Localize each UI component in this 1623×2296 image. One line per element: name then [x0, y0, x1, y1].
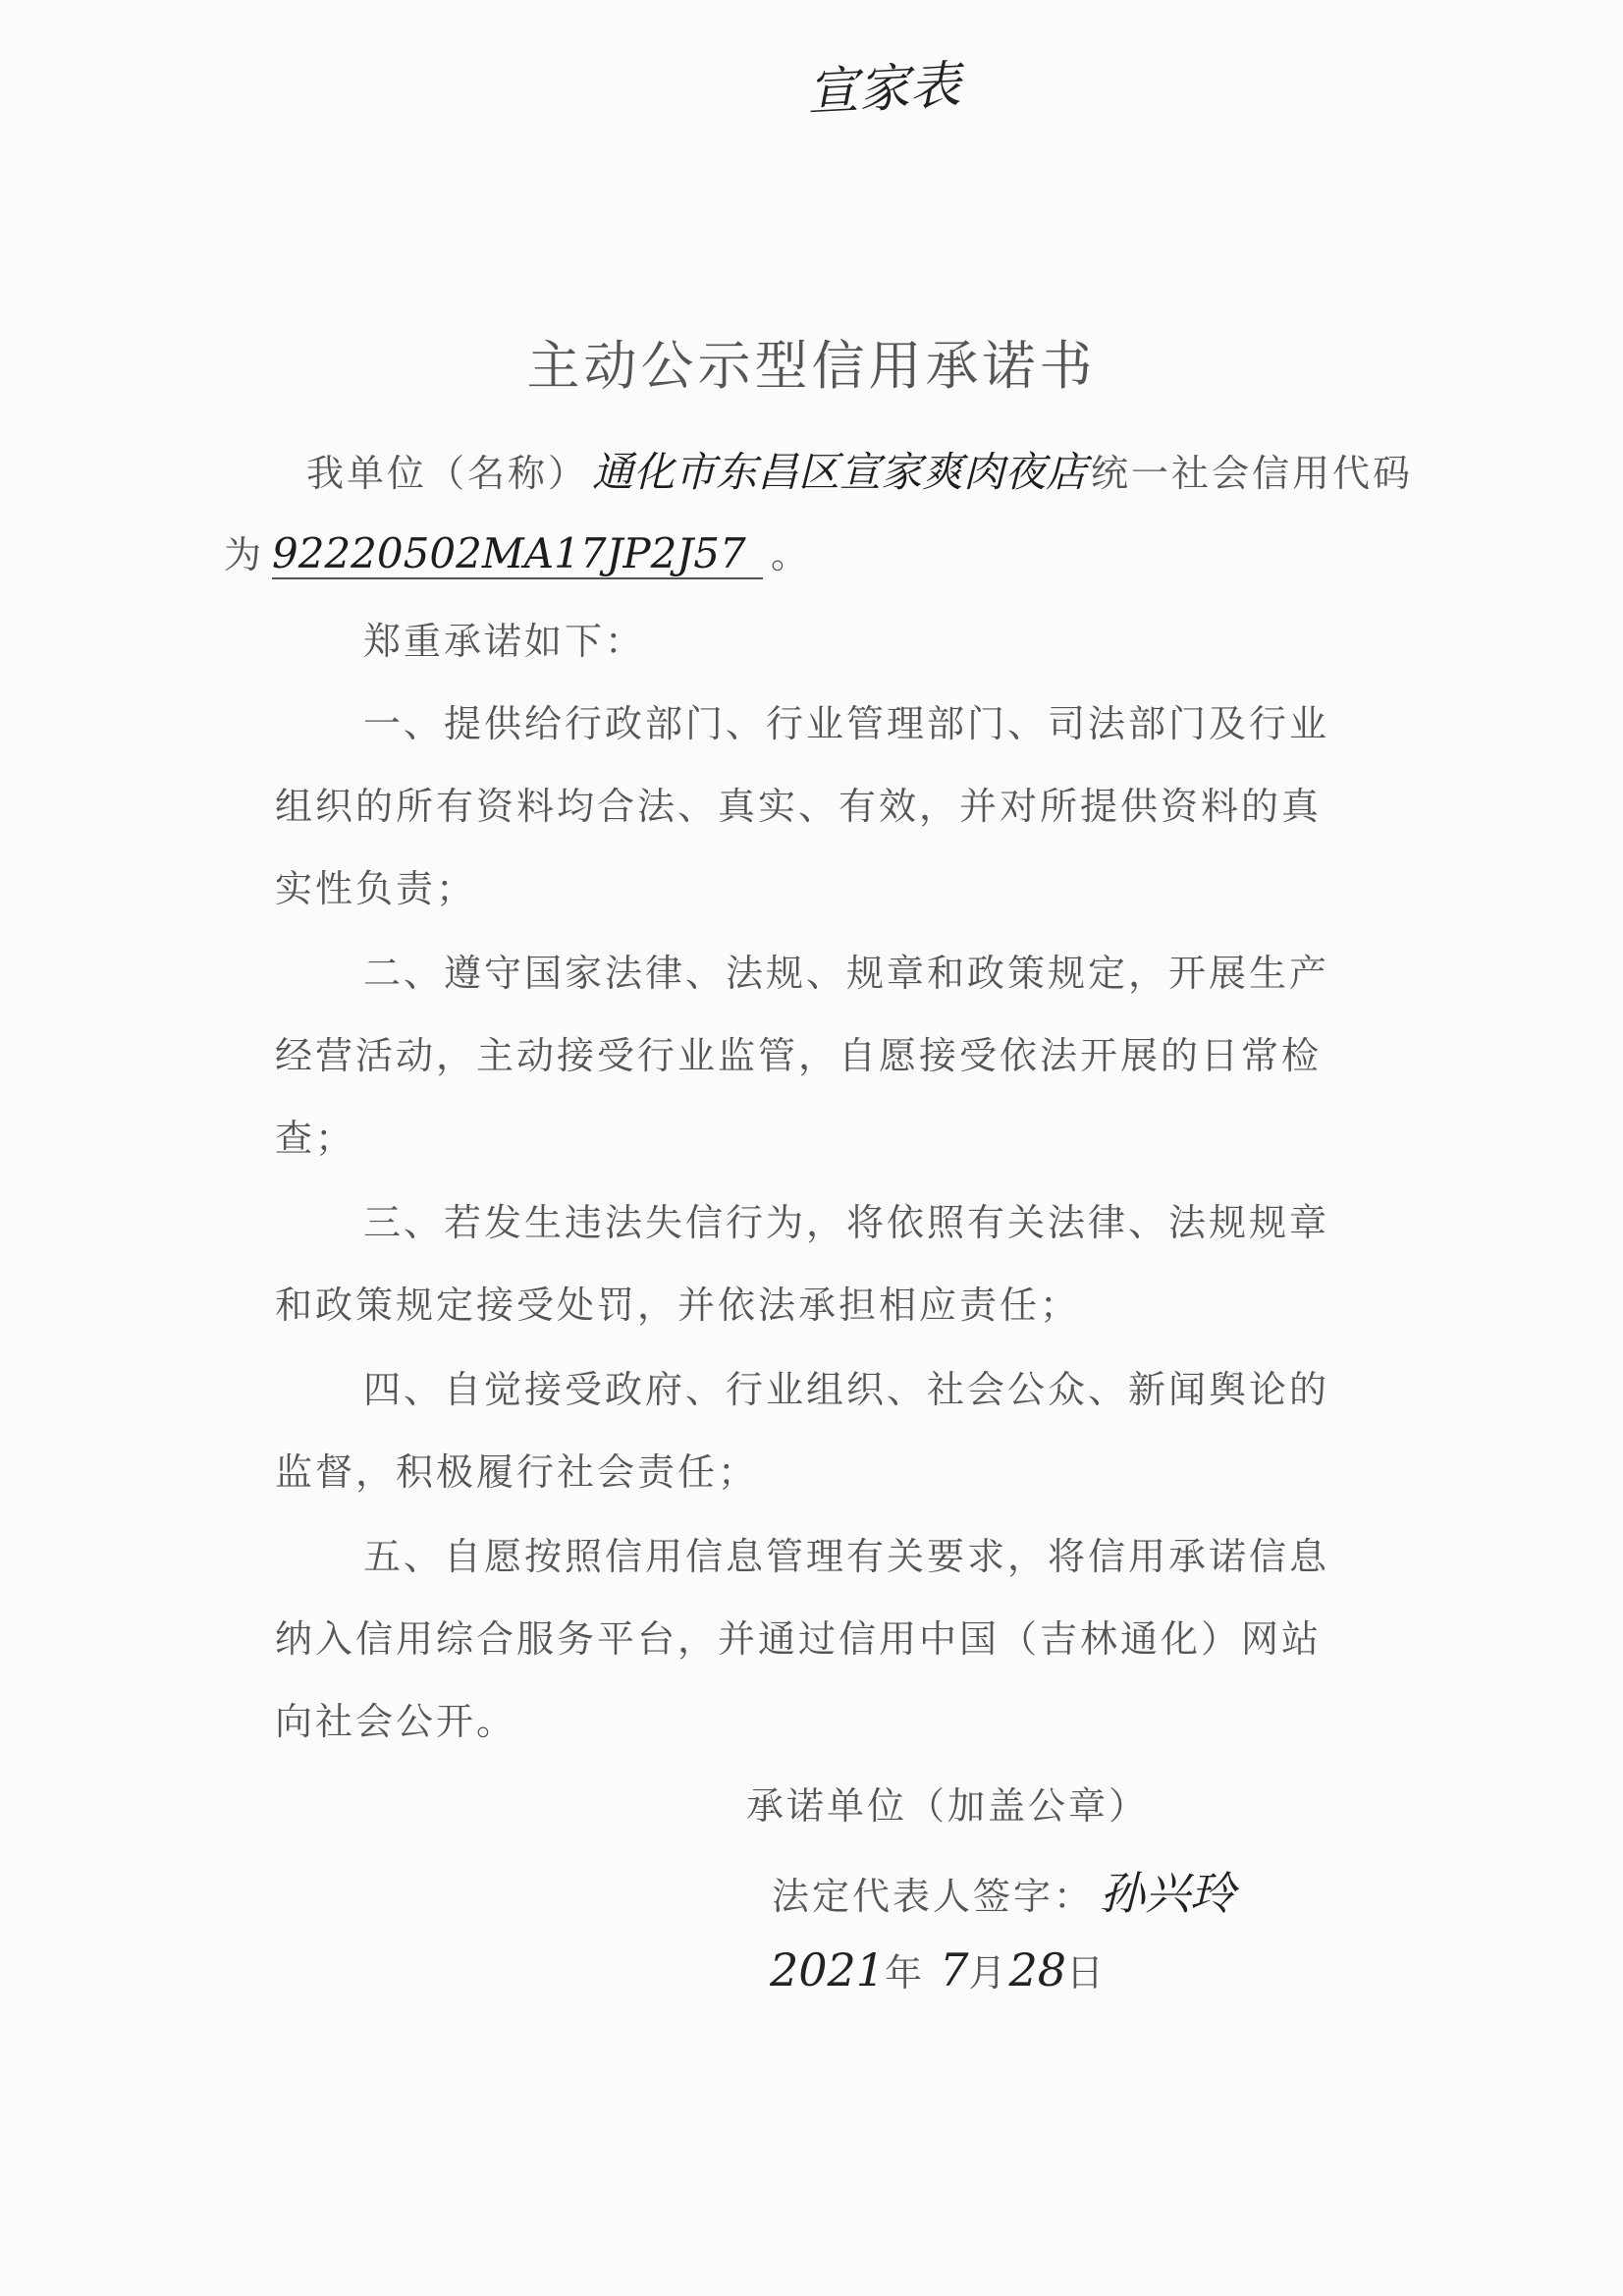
- signing-date: [770, 1942, 1107, 1996]
- rep-signature-handwritten: 孙兴玲: [1100, 1867, 1236, 1920]
- clause-line: 三、若发生违法失信行为，将依照有关法律、法规规章: [363, 1201, 1330, 1244]
- clause-line: 一、提供给行政部门、行业管理部门、司法部门及行业: [363, 702, 1330, 745]
- representative-signature-line: [772, 1858, 1235, 1923]
- code-suffix: 。: [771, 533, 812, 576]
- unit-prefix: 我单位（名称）: [306, 452, 589, 495]
- year-char: 年: [885, 1951, 926, 1995]
- clause-line: 向社会公开。: [275, 1700, 517, 1743]
- clause-line: 监督，积极履行社会责任；: [275, 1450, 759, 1494]
- document-title: 主动公示型信用承诺书: [526, 335, 1097, 397]
- code-prefix: 为: [224, 533, 265, 576]
- clause-line: 查；: [275, 1117, 356, 1160]
- clause-line: 实性负责；: [275, 867, 477, 910]
- clause-line: 经营活动，主动接受行业监管，自愿接受依法开展的日常检: [275, 1034, 1323, 1077]
- clause-line: 四、自觉接受政府、行业组织、社会公众、新闻舆论的: [363, 1368, 1330, 1411]
- date-day-handwritten: 28: [1008, 1943, 1067, 1996]
- handwritten-top-note: 宣家表: [805, 55, 962, 124]
- clause-line: 和政策规定接受处罚，并依法承担相应责任；: [275, 1284, 1081, 1327]
- credit-code-handwritten: 92220502MA17JP2J57: [272, 529, 763, 579]
- intro-line-1: [306, 440, 1413, 499]
- month-char: 月: [968, 1951, 1009, 1995]
- date-year-handwritten: 2021: [770, 1943, 886, 1996]
- rep-label: 法定代表人签字：: [772, 1875, 1095, 1918]
- credit-code-label: 统一社会信用代码: [1091, 452, 1414, 495]
- date-month-handwritten: 7: [940, 1943, 969, 1996]
- clause-line: 组织的所有资料均合法、真实、有效，并对所提供资料的真: [275, 785, 1323, 828]
- pledge-heading: 郑重承诺如下：: [363, 620, 646, 663]
- clause-line: 二、遵守国家法律、法规、规章和政策规定，开展生产: [363, 952, 1330, 995]
- clause-line: 五、自愿按照信用信息管理有关要求，将信用承诺信息: [363, 1535, 1330, 1578]
- intro-line-2: [224, 524, 811, 579]
- clause-line: 纳入信用综合服务平台，并通过信用中国（吉林通化）网站: [275, 1617, 1323, 1661]
- unit-seal-label: 承诺单位（加盖公章）: [746, 1784, 1150, 1828]
- day-char: 日: [1066, 1951, 1108, 1995]
- unit-name-handwritten: 通化市东昌区宣家爽肉夜店: [592, 448, 1088, 496]
